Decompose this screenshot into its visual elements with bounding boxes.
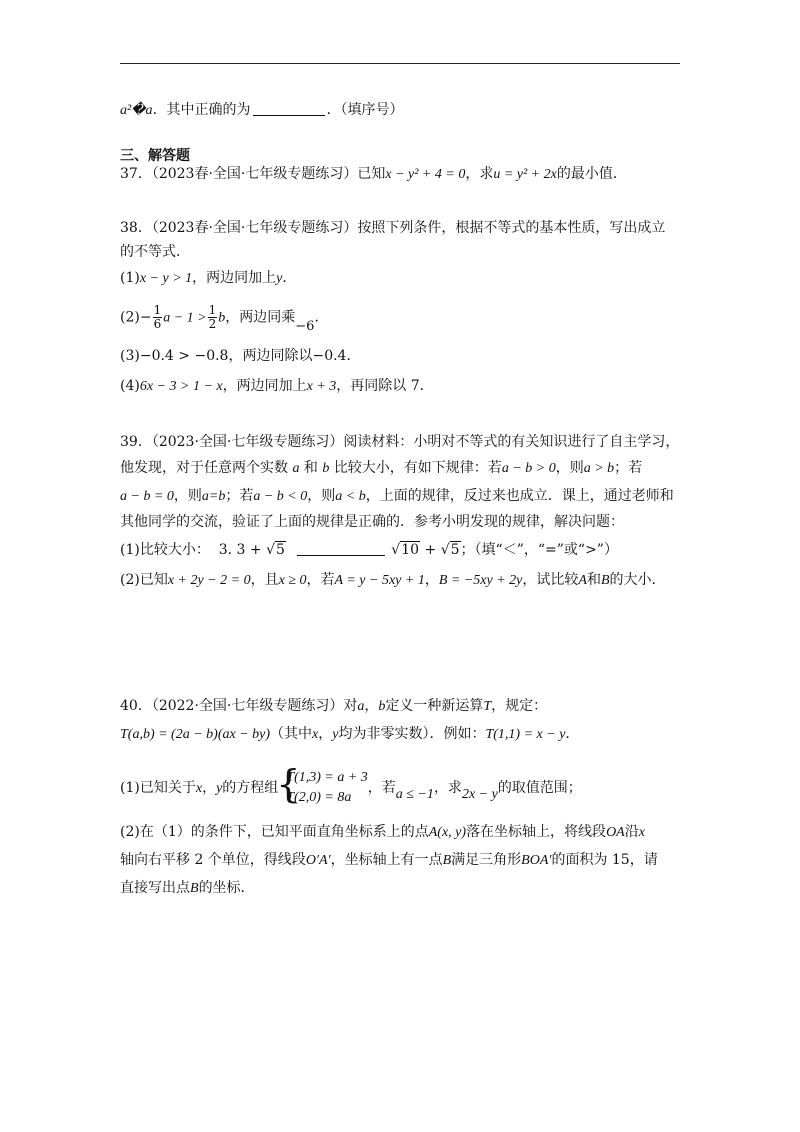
header-rule [120,63,680,64]
q40-definition: T(a,b) = (2a − b)(ax − by)（其中x，y均为非零实数）．例如：T(1,1) = x − y． [120,726,580,742]
q40-part-2: (2)在（1）的条件下，已知平面直角坐标系上的点A(x, y)落在坐标轴上，将线段OA沿x [120,824,645,840]
question-38: 38．（2023春·全国·七年级专题练习）按照下列条件，根据不等式的基本性质，写出成立 [120,220,666,236]
q37-equation: x − y² + 4 = 0 [385,167,466,182]
q38-source: （2023春·全国·七年级专题练习） [151,220,358,236]
equation-system: { T(1,3) = a + 3 T(2,0) = 8a [278,768,368,808]
q39-part-2: (2)已知x + 2y − 2 = 0，且x ≥ 0，若A = y − 5xy + 1，B = −5xy + 2y，试比较A和B的大小． [120,572,666,588]
q38-stem-cont: 的不等式． [120,244,190,260]
q38-part-4: (4)6x − 3 > 1 − x，两边同加上x + 3，再同除以 7． [120,378,434,394]
fraction-one-half: $\frac{1}{2}$ [208,303,217,331]
q39-line-2: 他发现，对于任意两个实数 a 和 b 比较大小，有如下规律：若a − b > 0，则a > b；若 [120,460,643,476]
question-39: 39．（2023·全国·七年级专题练习）阅读材料：小明对不等式的有关知识进行了自主学习， [120,434,680,450]
answer-blank[interactable] [297,541,385,556]
fraction-one-sixth: $\frac{1}{6}$ [153,303,162,331]
question-37: 37．（2023春·全国·七年级专题练习）已知x − y² + 4 = 0，求u = y² + 2x的最小值． [120,166,627,182]
q38-part-2: (2)− $\frac{1}{6}$ a − 1 > $\frac{1}{2}$ b，两边同乘−6． [120,303,329,334]
q39-source: （2023·全国·七年级专题练习） [151,434,344,450]
q38-part-1: (1)x − y > 1，两边同加上y． [120,270,297,286]
q36-tail: a²�a．其中正确的为 ．（填序号） [120,102,404,118]
q37-target: u = y² + 2x [493,167,557,182]
answer-blank[interactable] [253,101,325,116]
q39-line-3: a − b = 0，则a=b；若a − b < 0，则a < b，上面的规律，反过来也成立．课上，通过老师和 [120,488,674,504]
q40-part-1: (1)已知关于x，y的方程组 { T(1,3) = a + 3 T(2,0) = 8a ，若a ≤ −1，求2x − y的取值范围； [120,768,582,808]
section-title: 三、解答题 [120,148,190,164]
q40-part-2-line-3: 直接写出点B的坐标． [120,880,255,896]
q39-part-1: (1)比较大小： 3. 3 + √5 √10 + √5；（填“＜”，“=”或“>”） [120,542,618,558]
q40-source: （2022·全国·七年级专题练习） [151,698,344,714]
q38-part-3: (3)−0.4 > −0.8，两边同除以−0.4． [120,348,361,364]
q36-expr: a²�a [120,103,153,118]
question-40: 40．（2022·全国·七年级专题练习）对a，b定义一种新运算T，规定： [120,698,548,714]
q39-line-4: 其他同学的交流，验证了上面的规律是正确的．参考小明发现的规律，解决问题： [120,514,624,530]
q40-part-2-line-2: 轴向右平移 2 个单位，得线段O′A′，坐标轴上有一点B满足三角形BOA′的面积为 15，请 [120,852,658,868]
q37-source: （2023春·全国·七年级专题练习） [151,166,358,182]
